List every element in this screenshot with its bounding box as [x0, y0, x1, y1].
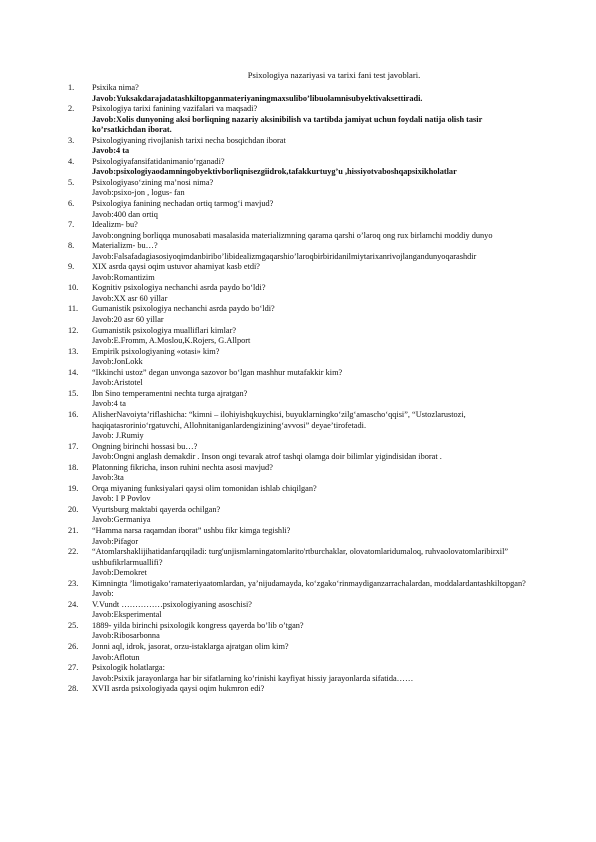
question-item: [68, 283, 536, 304]
question-number: 9.: [68, 262, 75, 272]
question-item: [68, 641, 536, 663]
question-number: 21.: [68, 525, 79, 535]
question-item: [68, 104, 536, 136]
question-number: 7.: [68, 220, 75, 230]
question-text: V.Vundt ……………psixologiyaning asoschisi?: [92, 599, 252, 609]
question-number: 12.: [68, 325, 79, 335]
answer-text: Javob:Demokret: [92, 568, 147, 578]
question-item: [68, 547, 536, 579]
question-number: 15.: [68, 388, 79, 398]
question-number: 14.: [68, 367, 79, 377]
question-text: Ibn Sino temperamentni nechta turga ajratgan?: [92, 388, 248, 398]
question-text: XIX asrda qaysi oqim ustuvor ahamiyat kasb etdi?: [92, 262, 260, 272]
question-text: Platonning fikricha, inson ruhini nechta asosi mavjud?: [92, 462, 273, 472]
answer-text: Javob:Ribosarbonna: [92, 631, 160, 641]
question-text: Gumanistik psixologiya mualliflari kimlar?: [92, 325, 237, 335]
answer-text: Javob:Germaniya: [92, 515, 151, 525]
question-number: 11.: [68, 304, 79, 314]
answer-text: Javob:Aflotun: [92, 652, 140, 662]
question-number: 28.: [68, 684, 79, 694]
question-item: [68, 241, 536, 262]
question-number: 22.: [68, 547, 79, 557]
question-item: [68, 599, 536, 621]
answer-text: Javob:: [92, 589, 114, 599]
answer-text: Javob:Xolis dunyoning aksi borliqning nazariy aksinibilish va tartibda jamiyat uchun foydali natija olish tasir ko’rsatkichdan iborat.: [92, 114, 483, 135]
question-number: 10.: [68, 283, 79, 293]
answer-text: Javob:Aristotel: [92, 378, 143, 388]
question-item: [68, 620, 536, 642]
question-text: Psixologiya tarixi fanining vazifalari va maqsadi?: [92, 104, 258, 114]
question-text: Kognitiv psixologiya nechanchi asrda paydo bo‘ldi?: [92, 283, 266, 293]
question-item: [68, 262, 536, 283]
question-number: 8.: [68, 241, 75, 251]
question-text: “Atomlarshaklijihatidanfarqqiladi: turg'unjismlarningatomlarito'rtburchaklar, olovatomlaridumaloq, ruhvaolovatomlaribirxil” ushbufikrlarmuallifi?: [92, 547, 509, 567]
question-item: [68, 199, 536, 220]
answer-text: Javob: J.Rumiy: [92, 431, 144, 441]
question-item: [68, 177, 536, 199]
question-item: [68, 388, 536, 410]
question-text: Psixika nima?: [92, 83, 139, 92]
answer-text: Javob:ongning borliqqa munosabati masalasida materializmning qarama qarshi o’laroq ong rux birlamchi moddiy dunyo: [92, 230, 493, 240]
question-text: “Hamma narsa raqamdan iborat” ushbu fikr kimga tegishli?: [92, 525, 291, 535]
question-list: [68, 83, 536, 695]
question-number: 18.: [68, 462, 79, 472]
question-number: 19.: [68, 483, 79, 493]
answer-text: Javob: I P Povlov: [92, 494, 151, 504]
answer-text: Javob:Eksperimental: [92, 610, 162, 620]
answer-text: Javob:20 asr 60 yillar: [92, 315, 164, 325]
question-text: 1889- yilda birinchi psixologik kongress qayerda bo’lib o’tgan?: [92, 620, 304, 630]
question-number: 27.: [68, 663, 79, 673]
answer-text: Javob:Romantizim: [92, 272, 155, 282]
question-number: 6.: [68, 199, 75, 209]
answer-text: Javob:XX asr 60 yillar: [92, 293, 168, 303]
question-text: Idealizm- bu?: [92, 220, 138, 230]
question-item: [68, 325, 536, 347]
question-text: AlisherNavoiyta’riflashicha: “kimni – ilohiyishqkuychisi, buyuklarningko‘zilg‘amascho‘qqisi”, “Ustozlarustozi, haqiqatasrorinio‘rgatuvchi, Allohnitaniganlardengizining‘avvosi” deyaeʼtirofetadi.: [92, 409, 466, 430]
question-number: 3.: [68, 135, 75, 145]
question-number: 25.: [68, 620, 79, 630]
answer-text: Javob:Yuksakdarajadatashkiltopganmateriyaningmaxsulibo’libuolamnisubyektivaksettiradi.: [92, 93, 423, 103]
question-item: [68, 441, 536, 463]
question-item: [68, 220, 536, 241]
question-number: 24.: [68, 599, 79, 609]
question-number: 1.: [68, 83, 75, 92]
question-item: [68, 462, 536, 484]
question-text: Jonni aql, idrok, jasorat, orzu-istaklarga ajratgan olim kim?: [92, 641, 289, 651]
question-number: 20.: [68, 504, 79, 514]
question-text: Empirik psixologiyaning «otasi» kim?: [92, 346, 220, 356]
answer-text: Javob:Ongni anglash demakdir . Inson ongi tevarak atrof tashqi olamga doir bilimlar yigindisidan iborat .: [92, 452, 442, 462]
question-text: Psixologiyaning rivojlanish tarixi necha bosqichdan iborat: [92, 135, 286, 145]
question-text: Psixologik holatlarga:: [92, 663, 165, 673]
question-item: [68, 483, 536, 505]
answer-text: Javob:Psixik jarayonlarga har bir sifatlarning ko’rinishi kayfiyat hissiy jarayonlarda sifatida……: [92, 673, 414, 683]
question-item: [68, 504, 536, 526]
question-text: Kimningta ’limotigako‘ramateriyaatomlardan, ya’nijudamayda, ko‘zgako‘rinmaydiganzarrachalardan, moddalardantashkiltopgan?: [92, 578, 526, 588]
question-text: “Ikkinchi ustoz” degan unvonga sazovor bo‘lgan mashhur mutafakkir kim?: [92, 367, 343, 377]
answer-text: Javob:Falsafadagiasosiyoqimdanbiribo’libidealizmgaqarshio’laroqbirbiridanilmiytarixanrivojlangandunyoqarashdir: [92, 251, 477, 261]
answer-text: Javob:JonLokk: [92, 357, 143, 367]
question-item: [68, 409, 536, 442]
question-item: [68, 156, 536, 178]
question-item: [68, 135, 536, 157]
question-item: [68, 83, 536, 104]
answer-text: Javob:psixologiyaodamningobyektivborliqnisezgiidrok,tafakkurtuyg’u ,hissiyotvaboshqapsixikholatlar: [92, 167, 457, 177]
question-number: 26.: [68, 641, 79, 651]
question-number: 16.: [68, 409, 79, 419]
question-text: Materializm- bu…?: [92, 241, 158, 251]
answer-text: Javob:Pifagor: [92, 536, 139, 546]
question-number: 4.: [68, 156, 75, 166]
question-number: 13.: [68, 346, 79, 356]
question-text: XVII asrda psixologiyada qaysi oqim hukmron edi?: [92, 684, 265, 694]
question-item: [68, 346, 536, 368]
question-text: Psixologiyaso‘zining ma’nosi nima?: [92, 177, 214, 187]
answer-text: Javob:4 ta: [92, 399, 126, 409]
answer-text: Javob:4 ta: [92, 146, 130, 156]
question-text: Psixologiyafansifatidanimanio‘rganadi?: [92, 156, 225, 166]
question-text: Gumanistik psixologiya nechanchi asrda paydo bo‘ldi?: [92, 304, 275, 314]
answer-text: Javob:3ta: [92, 473, 124, 483]
answer-text: Javob:400 dan ortiq: [92, 209, 158, 219]
question-text: Psixologiya fanining nechadan ortiq tarmog‘i mavjud?: [92, 199, 274, 209]
question-number: 17.: [68, 441, 79, 451]
question-text: Vyurtsburg maktabi qayerda ochilgan?: [92, 504, 221, 514]
question-item: [68, 367, 536, 389]
question-item: [68, 304, 536, 325]
question-number: 2.: [68, 104, 75, 114]
question-text: Ongning birinchi hossasi bu…?: [92, 441, 198, 451]
question-number: 23.: [68, 578, 79, 588]
answer-text: Javob:psixo-jon , logus- fan: [92, 188, 185, 198]
question-item: [68, 525, 536, 547]
answer-text: Javob:E.Fromm, A.Moslou,K.Rojers, G.Allport: [92, 336, 251, 346]
question-number: 5.: [68, 177, 75, 187]
document-title: Psixologiya nazariyasi va tarixi fani test javoblari.: [247, 70, 421, 80]
question-text: Orqa miyaning funksiyalari qaysi olim tomonidan ishlab chiqilgan?: [92, 483, 317, 493]
question-item: [68, 663, 536, 684]
question-item: [68, 578, 536, 600]
question-item: [68, 684, 536, 695]
